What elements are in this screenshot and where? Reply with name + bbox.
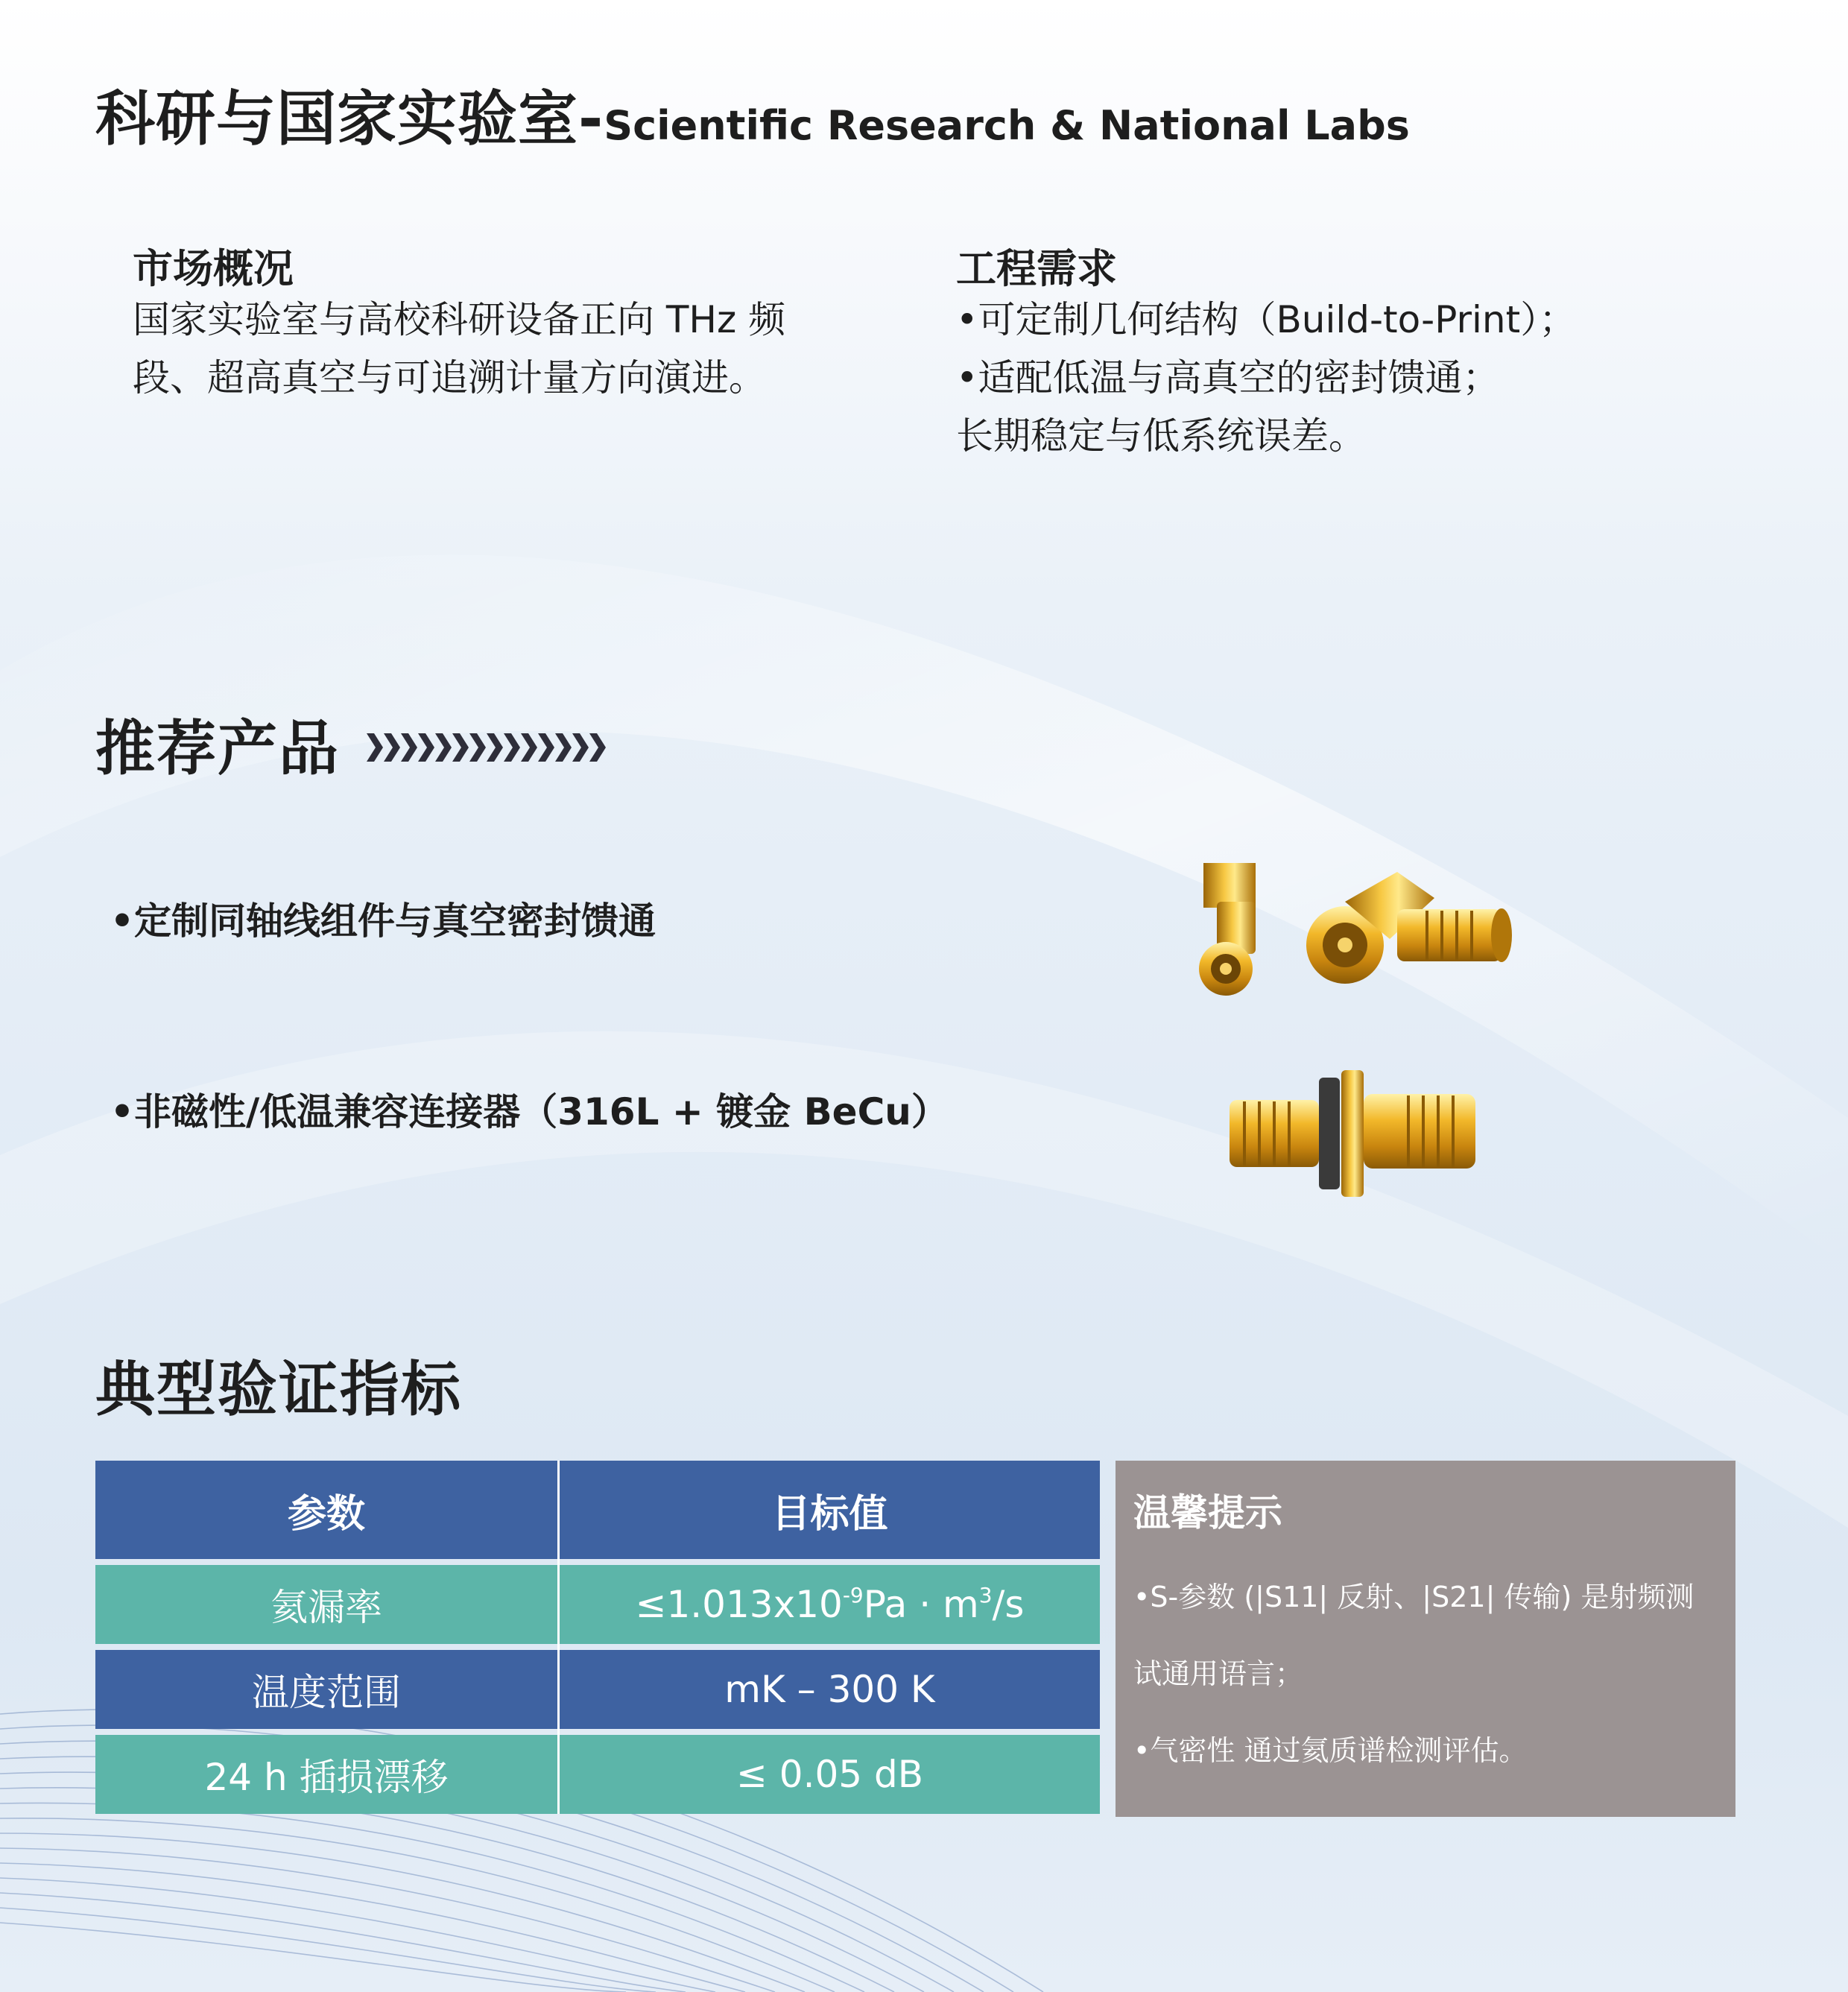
product-item-nonmagnetic-connector: •非磁性/低温兼容连接器（316L + 镀金 BeCu） [110,1090,949,1133]
table-row [95,1565,1100,1644]
page-title-en: Scientific Research & National Labs [604,102,1410,149]
value-insertion-loss-drift: ≤ 0.05 dB [557,1735,1100,1814]
chevron-mark [401,733,417,762]
page-title [95,71,1410,156]
recommended-products-title: 推荐产品 [95,714,340,783]
product-item-coax-assembly: •定制同轴线组件与真空密封馈通 [110,899,656,943]
engineering-requirement-3: 长期稳定与低系统误差。 [956,414,1366,458]
tip-line-3: •气密性 通过氦质谱检测评估。 [1133,1734,1528,1767]
market-overview-title: 市场概况 [133,245,294,292]
page-title-separator: - [578,84,604,154]
tips-box [1116,1461,1735,1817]
table-row [95,1650,1100,1729]
value-temperature-range: mK – 300 K [557,1650,1100,1729]
chevron-mark [504,733,520,762]
metrics-header-row [95,1461,1100,1559]
chevron-mark [418,733,434,762]
chevron-mark [487,733,503,762]
chevron-mark [469,733,486,762]
table-row [95,1735,1100,1814]
connector-image-pcb-and-right-angle [1174,857,1561,1006]
header-target-value: 目标值 [557,1461,1100,1559]
header-parameter: 参数 [95,1461,557,1559]
param-insertion-loss-drift: 24 h 插损漂移 [95,1735,557,1814]
param-helium-leak-rate: 氦漏率 [95,1565,557,1644]
chevron-mark [572,733,589,762]
tip-line-1: •S-参数 (|S11| 反射、|S21| 传输) 是射频测 [1133,1581,1694,1613]
chevron-arrows-icon [364,730,610,765]
engineering-requirement-1: •可定制几何结构（Build-to-Print）； [956,298,1577,341]
chevron-mark [367,733,383,762]
value-helium-leak-rate: $\le 1.013x10^{-9}Pa \cdot m^3/s$ [557,1565,1100,1644]
tips-title: 温馨提示 [1133,1491,1282,1534]
chevron-mark [555,733,572,762]
chevron-mark [435,733,452,762]
chevron-mark [589,733,606,762]
engineering-requirements-title: 工程需求 [956,245,1117,292]
page-title-cn: 科研与国家实验室 [95,84,578,154]
chevron-mark [521,733,537,762]
param-temperature-range: 温度范围 [95,1650,557,1729]
connector-image-bulkhead [1222,1064,1490,1202]
validation-metrics-title: 典型验证指标 [95,1355,462,1424]
market-overview-line-2: 段、超高真空与可追溯计量方向演进。 [133,356,766,399]
chevron-mark [538,733,554,762]
engineering-requirement-2: •适配低温与高真空的密封馈通； [956,356,1500,399]
metrics-table [95,1461,1100,1814]
market-overview-line-1: 国家实验室与高校科研设备正向 THz 频 [133,298,786,341]
chevron-mark [384,733,400,762]
chevron-mark [452,733,469,762]
tip-line-2: 试通用语言； [1133,1657,1304,1690]
